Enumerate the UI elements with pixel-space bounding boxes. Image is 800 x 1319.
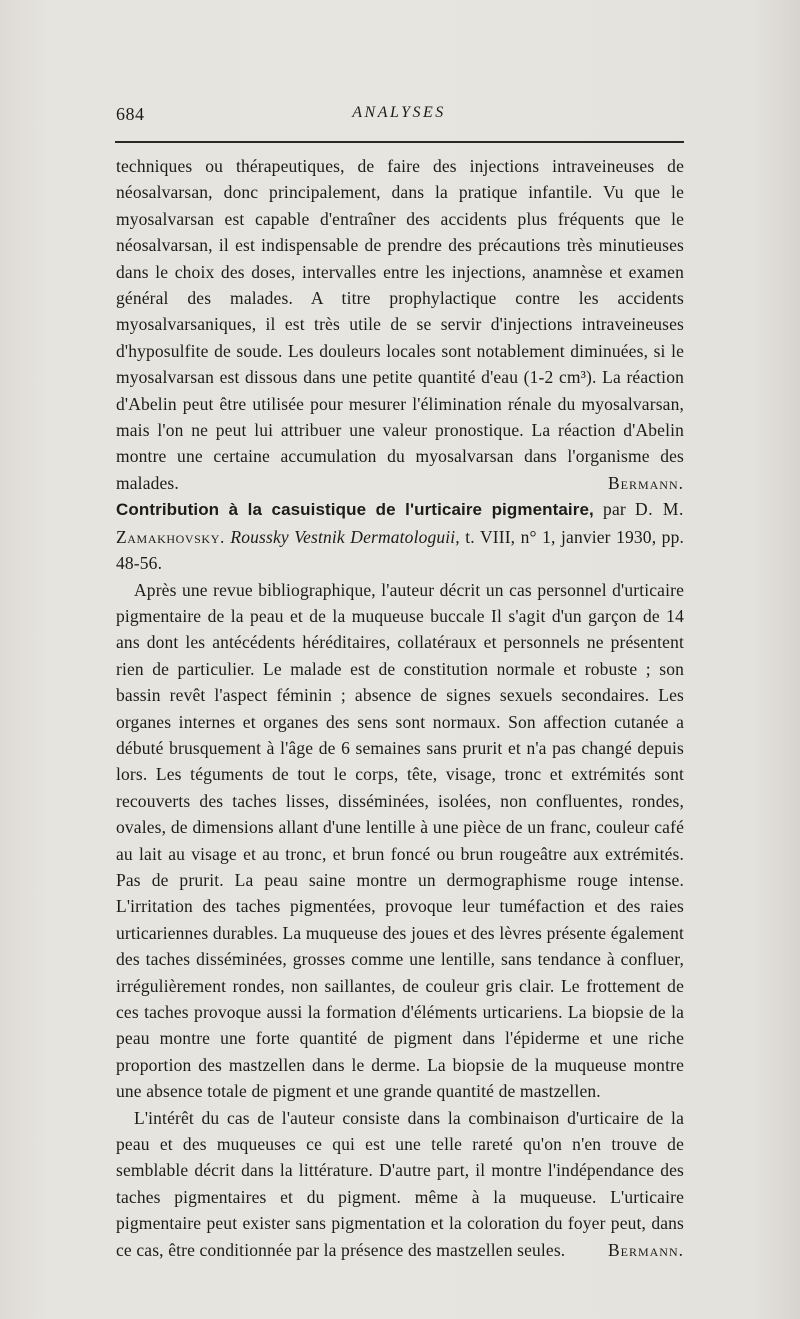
running-title: ANALYSES bbox=[352, 104, 446, 121]
abstract-paragraph: Après une revue bibliographique, l'auteur décrit un cas personnel d'urticaire pigmentaire de la peau et de la muqueuse buccale Il s'agit d'un garçon de 14 ans dont les antécédents héréditaires, collatéraux et personnels ne présentent rien de particulier. Le malade est de constitution normale et robuste ; son bassin revêt l'aspect féminin ; absence de signes sexuels secondaires. Les organes internes et organes des sens sont normaux. Son affection cutanée a débuté brusquement à l'âge de 6 semaines sans prurit et n'a pas changé depuis lors. Les téguments de tout le corps, tête, visage, tronc et extrémités sont recouverts des taches lisses, disséminées, isolées, non confluentes, rondes, ovales, de dimensions allant d'une lentille à une pièce de un franc, couleur café au lait au visage et au tronc, et brun foncé ou brun rougeâtre aux extrémités. Pas de prurit. La peau saine montre un dermographisme rouge intense. L'irritation des taches pigmentées, provoque leur tuméfaction et des raies urticariennes durables. La muqueuse des joues et des lèvres présente également des taches disséminées, grosses comme une lentille, sans tendance à confluer, irrégulièrement rondes, non saillantes, de couleur gris clair. Le frottement de ces taches provoque aussi la formation d'éléments urticariens. La biopsie de la peau montre une forte quantité de pigment dans l'épiderme et une riche proportion des mastzellen dans le derme. La biopsie de la muqueuse montre une absence totale de pigment et une grande quantité de mastzellen. bbox=[116, 579, 684, 1102]
page-header bbox=[116, 104, 682, 128]
author-signature: Bermann. bbox=[607, 472, 684, 493]
paragraph-text: techniques ou thérapeutiques, de faire des injections intraveineuses de néosalvarsan, donc principalement, dans la pratique infantile. Vu que le myosalvarsan est capable d'entraîner des accidents plus fréquents que le néosalvarsan, il est indispensable de prendre des précautions très minutieuses dans le choix des doses, intervalles entre les injections, anamnèse et examen général des malades. A titre prophylactique contre les accidents myosalvarsaniques, il est très utile de se servir d'injections intraveineuses d'hyposulfite de soude. Les douleurs locales sont notablement diminuées, si le myosalvarsan est dissous dans une petite quantité d'eau (1-2 cm³). La réaction d'Abelin peut être utilisée pour mesurer l'élimination rénale du myosalvarsan, mais l'on ne peut lui attribuer une valeur pronostique. La réaction d'Abelin montre une certaine accumulation du myosalvarsan dans l'organisme des malades. bbox=[116, 156, 684, 493]
entry-citation: t. VIII, n° 1, janvier 1930, pp. 48-56. bbox=[116, 526, 684, 574]
entry-title: Contribution à la casuistique de l'urticaire pigmentaire, bbox=[116, 500, 594, 520]
author-signature: Bermann. bbox=[607, 1239, 684, 1260]
entry-author: D. M. Zamakhovsky. bbox=[116, 499, 685, 547]
entry-journal: Roussky Vestnik Dermatologuii, bbox=[230, 526, 460, 547]
paragraph-text: L'intérêt du cas de l'auteur consiste dans la combinaison d'urticaire de la peau et des muqueuses ce qui est une telle rareté qu'on n'en trouve de semblable décrit dans la littérature. D'autre part, il montre l'indépendance des taches pigmentaires et du pigment. même à la muqueuse. L'urticaire pigmentaire peut exister sans pigmentation et la coloration du foyer peut, dans ce cas, être conditionnée par la présence des mastzellen seules. bbox=[116, 1107, 684, 1260]
paragraph-continued bbox=[116, 153, 684, 496]
article-body bbox=[116, 153, 684, 1263]
page-number: 684 bbox=[116, 104, 145, 124]
entry-by: par bbox=[603, 499, 626, 520]
bibliographic-entry bbox=[116, 496, 684, 576]
header-rule bbox=[115, 141, 684, 143]
conclusion-paragraph bbox=[116, 1105, 684, 1263]
